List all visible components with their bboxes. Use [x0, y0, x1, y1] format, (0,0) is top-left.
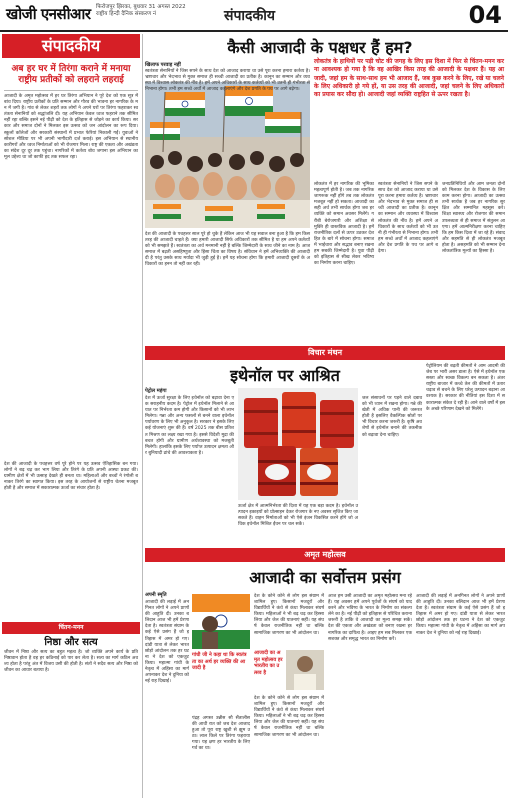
editorial-body-1: आजादी के अमृत महोत्सव में हर घर तिरंगा अभियान ने पूरे देश को एक सूत्र में बांध दिया। राष्ट्रीय प्रतीकों के प्रति सम्मान और गौरव की भावना हर नागरिक के मन में जगी है। गांव से लेकर शहरों तक लोगों ने अपने घरों पर तिरंगा फहराकर स्वतंत्रता सेनानियों को श्रद्धांजलि दी। यह अभियान केवल ध्वज फहराने तक सीमित नहीं रहा बल्कि इसने नई पीढ़ी को देश के इतिहास से जोड़ने का कार्य किया। सरकार और समाज दोनों ने मिलकर इस उत्सव को जन आंदोलन का रूप दिया। स्कूलों कॉलेजों और सरकारी संस्थानों में प्रभात फेरियां निकाली गईं। युवाओं ने सोशल मीडिया पर भी अपनी भागीदारी दर्ज कराई। इस अभियान से स्थानीय कारीगरों और ध्वज निर्माताओं को भी रोजगार मिला। राष्ट्र की एकता और अखंडता का संदेश दूर दूर तक पहुंचा। नागरिकों में कर्तव्य बोध जगाना इस अभियान का मूल उद्देश्य था जो काफी हद तक सफल रहा। — [4, 94, 138, 160]
page-number: 04 — [468, 1, 502, 29]
amrit-col-3: आज हम उसी आजादी का अमृत महोत्सव मना रहे हैं। यह अवसर हमें अपने पूर्वजों के संघर्ष को याद करने और भविष्य के भारत के निर्माण का संकल्प लेने का है। नई पीढ़ी को इतिहास से परिचित कराना जरूरी है ताकि वे आजादी का मूल्य समझ सकें। देश की एकता और अखंडता को बनाए रखना हर नागरिक का दायित्व है। आइए हम सब मिलकर एक सशक्त और समृद्ध भारत का निर्माण करें। — [328, 594, 412, 642]
editorial-label: संपादकीय — [2, 34, 140, 58]
main-col-1: देश की आजादी के पचहत्तर साल पूरे हो चुके हैं लेकिन आज भी यह सवाल बना हुआ है कि हम किस तरह की आजादी चाहते हैं। क्या हमारी आजादी सिर्फ अधिकारों तक सीमित है या हम अपने कर्तव्यों को भी समझते हैं। स्वतंत्रता का अर्थ मनमानी नहीं है बल्कि जिम्मेदारी के साथ जीने का नाम है। आज समाज में बढ़ती असहिष्णुता और हिंसा चिंता का विषय है। संविधान ने हमें अभिव्यक्ति की आजादी दी है परंतु उसके साथ मर्यादा भी जुड़ी हुई है। हमें यह सोचना होगा कि हमारी आजादी दूसरों के अधिकारों का हनन तो नहीं कर रही। — [145, 232, 311, 268]
ethanol-col-4: पेट्रोलियम की बढ़ती कीमतों ने आम आदमी की जेब पर भारी असर डाला है। ऐसे में इथेनॉल एक सस्ता और स्वच्छ विकल्प बन सकता है। अंतरराष्ट्रीय बाजार में कच्चे तेल की कीमतों में उतार चढ़ाव से बचने के लिए घरेलू उत्पादन बढ़ाना आवश्यक है। सरकार की नीतियां इस दिशा में सकारात्मक संकेत दे रही हैं। आने वाले वर्षों में इसके अच्छे परिणाम देखने को मिलेंगे। — [426, 364, 505, 412]
amrit-col-2b: देश के कोने कोने से लोग इस संग्राम में शामिल हुए। किसानों मजदूरों और विद्यार्थियों ने कंधे से कंधा मिलाकर संघर्ष किया। महिलाओं ने भी बढ़ चढ़ कर हिस्सा लिया और जेल की यातनाएं सहीं। यह संघर्ष केवल राजनीतिक नहीं था बल्कि सामाजिक जागरण का भी आंदोलन था। — [254, 696, 324, 738]
chintan-label: चिंतन-मनन — [2, 622, 140, 634]
section-title: संपादकीय — [224, 8, 275, 24]
main-col-1-head: खिलाफ परवाह नहीं — [145, 62, 181, 68]
crowd-flags-photo — [145, 82, 310, 228]
crowd-flags-image — [145, 82, 310, 228]
patriot-photo — [192, 594, 250, 649]
page-header — [0, 0, 508, 32]
masthead: खोजी एनसीआर — [6, 5, 91, 23]
dateline-line-2: राष्ट्रीय हिन्दी दैनिक संस्करण नं — [96, 11, 156, 17]
chintan-body: जीवन में निष्ठा और सत्य का बहुत महत्व है। जो व्यक्ति अपने कार्य के प्रति निष्ठावान होता है वह हर कठिनाई को पार कर लेता है। सत्य का मार्ग कठिन अवश्य होता है परंतु अंत में विजय उसी की होती है। संतों ने सदैव सत्य और निष्ठा को जीवन का आधार बताया है। — [4, 650, 138, 674]
main-col-1-intro: स्वतंत्रता सेनानियों ने जिस सपने के साथ देश को आजाद कराया था उसे पूरा करना हमारा कर्तव्य है। भ्रष्टाचार और भेदभाव से मुक्त समाज ही सच्ची आजादी का प्रतीक है। कानून का सम्मान और व्यवस्था में विश्वास लोकतंत्र की नींव है। हमें अपने अधिकारों के साथ कर्तव्यों को भी उतनी ही गंभीरता से निभाना होगा। तभी हम सच्चे अर्थों में आजाद कहलाएंगे और देश प्रगति के पथ पर आगे बढ़ेगा। — [145, 69, 310, 93]
amrit-mahotsav-label: अमृत महोत्सव — [145, 548, 505, 562]
ethanol-col-1: देश में ऊर्जा सुरक्षा के लिए इथेनॉल को बढ़ावा देना एक सराहनीय कदम है। पेट्रोल में इथेनॉल मिलाने से आयात पर निर्भरता कम होगी और किसानों को भी लाभ मिलेगा। गन्ना और अन्य फसलों से बनने वाला इथेनॉल पर्यावरण के लिए भी अनुकूल है। सरकार ने इसके लिए कई योजनाएं शुरू की हैं। वर्ष 2025 तक बीस प्रतिशत मिश्रण का लक्ष्य रखा गया है। इससे विदेशी मुद्रा की बचत होगी और ग्रामीण अर्थव्यवस्था को मजबूती मिलेगी। हालांकि इसके लिए पर्याप्त उत्पादन क्षमता और बुनियादी ढांचे की आवश्यकता है। — [145, 396, 234, 456]
editorial-headline: अब हर घर में तिरंगा कराने में मनाया राष्ट्रीय प्रतीकों को लहराने लहराई — [11, 64, 131, 85]
amrit-col-2: देश के कोने कोने से लोग इस संग्राम में शामिल हुए। किसानों मजदूरों और विद्यार्थियों ने कंधे से कंधा मिलाकर संघर्ष किया। महिलाओं ने भी बढ़ चढ़ कर हिस्सा लिया और जेल की यातनाएं सहीं। यह संघर्ष केवल राजनीतिक नहीं था बल्कि सामाजिक जागरण का भी आंदोलन था। — [254, 594, 324, 636]
ethanol-headline: इथेनॉल पर आश्रित — [230, 366, 340, 385]
amrit-col-1: आजादी की लड़ाई में अनगिनत लोगों ने अपने प्राणों की आहुति दी। उनका बलिदान आज भी हमें प्रेरणा देता है। स्वतंत्रता संग्राम के कई ऐसे प्रसंग हैं जो इतिहास में अमर हो गए। दांडी यात्रा से लेकर भारत छोड़ो आंदोलन तक हर घटना ने देश को एकजुट किया। महात्मा गांधी के नेतृत्व में अहिंसा का मार्ग अपनाकर देश ने दुनिया को नई राह दिखाई। — [145, 600, 189, 685]
main-col-4: जनप्रतिनिधियों और आम जनता दोनों को मिलकर देश के विकास के लिए काम करना होगा। आजादी का उत्सव तभी सार्थक है जब हर नागरिक सुरक्षित और सम्मानित महसूस करे। शिक्षा स्वास्थ्य और रोजगार की समान उपलब्धता से ही समाज में संतुलन आएगा। हमें आत्मनिरीक्षण करना चाहिए कि हम किस दिशा में जा रहे हैं। संवाद और सहमति से ही लोकतंत्र मजबूत होता है। असहमति को भी सम्मान देना लोकतांत्रिक मूल्यों का हिस्सा है। — [442, 182, 505, 255]
main-col-3: स्वतंत्रता सेनानियों ने जिस सपने के साथ देश को आजाद कराया था उसे पूरा करना हमारा कर्तव्य है। भ्रष्टाचार और भेदभाव से मुक्त समाज ही सच्ची आजादी का प्रतीक है। कानून का सम्मान और व्यवस्था में विश्वास लोकतंत्र की नींव है। हमें अपने अधिकारों के साथ कर्तव्यों को भी उतनी ही गंभीरता से निभाना होगा। तभी हम सच्चे अर्थों में आजाद कहलाएंगे और देश प्रगति के पथ पर आगे बढ़ेगा। — [378, 182, 439, 255]
ethanol-col-2: जल संसाधनों पर पड़ने वाले दबाव को भी ध्यान में रखना होगा। गन्ने की खेती में अधिक पानी की जरूरत होती है इसलिए वैकल्पिक स्रोतों पर भी विचार करना जरूरी है। कृषि अवशेषों से इथेनॉल बनाने की तकनीक को बढ़ावा देना चाहिए। — [362, 396, 422, 438]
main-pull-quote: लोकतंत्र के हाथियों पर पड़ी चोट की जगह के लिए इस दिशा में फिर से चिंतन-मनन करना आवश्यक हो गया है कि वह आखिर किस तरह की आजादी के पक्षधर हैं। यह आजादी, जहां हम के साथ-साथ हम भी आजाद हैं, जब कुछ करने के लिए, रखे या चलने के लिए अधिकारी हो गये हों, या उस तरह की आजादी, जहां चलने के लिए अधिकारों का प्रयास कर सौदा हो। आजादी जहां व्यक्ति राष्ट्रहित से ऊपर रखता है। — [314, 58, 504, 99]
amrit-quote-2: आजादी का अमृत महोत्सव हर भारतीय का उत्सव है — [254, 650, 283, 676]
portrait-photo — [286, 650, 324, 690]
ethanol-col-3: ऊर्जा क्षेत्र में आत्मनिर्भरता की दिशा में यह एक बड़ा कदम है। इथेनॉल उत्पादन इकाइयों को प्रोत्साहन देकर रोजगार के नए अवसर सृजित किए जा सकते हैं। वाहन निर्माताओं को भी ऐसे इंजन विकसित करने होंगे जो अधिक इथेनॉल मिश्रित ईंधन पर चल सकें। — [238, 504, 358, 528]
chintan-headline: निष्ठा और सत्य — [44, 637, 98, 648]
amrit-col-4: आजादी की लड़ाई में अनगिनत लोगों ने अपने प्राणों की आहुति दी। उनका बलिदान आज भी हमें प्रेरणा देता है। स्वतंत्रता संग्राम के कई ऐसे प्रसंग हैं जो इतिहास में अमर हो गए। दांडी यात्रा से लेकर भारत छोड़ो आंदोलन तक हर घटना ने देश को एकजुट किया। महात्मा गांधी के नेतृत्व में अहिंसा का मार्ग अपनाकर देश ने दुनिया को नई राह दिखाई। — [416, 594, 505, 636]
main-col-2: लोकतंत्र में हर नागरिक की भूमिका महत्वपूर्ण होती है। जब तक नागरिक जागरूक नहीं होंगे तब तक लोकतंत्र मजबूत नहीं हो सकता। आजादी का सही अर्थ तभी सार्थक होगा जब हर व्यक्ति को समान अवसर मिलेंगे। गरीबी बेरोजगारी और अशिक्षा से मुक्ति ही वास्तविक आजादी है। हमें राजनीतिक दलों से ऊपर उठकर देशहित के बारे में सोचना होगा। समाज में भाईचारा और सद्भाव बनाए रखना हम सबकी जिम्मेदारी है। युवा पीढ़ी को इतिहास से सीख लेकर भविष्य का निर्माण करना चाहिए। — [314, 182, 374, 267]
amrit-quote-1: गांधी जी ने कहा था कि स्वतंत्रता का अर्थ हर व्यक्ति की आजादी है — [192, 652, 247, 671]
divider — [4, 90, 138, 91]
amrit-headline: आजादी का सर्वोत्तम प्रसंग — [249, 568, 401, 587]
ethanol-subhead: पेट्रोल महंगा — [145, 388, 167, 394]
amrit-col-1b: पंद्रह अगस्त उन्नीस सौ सैंतालीस की आधी रात को जब देश आजाद हुआ तो पूरा राष्ट्र खुशी से झूम उठा। लाल किले पर तिरंगा फहराया गया। यह क्षण हर भारतीय के लिए गर्व का था। — [192, 716, 250, 752]
vichar-manthan-label: विचार मंथन — [145, 346, 505, 360]
dateline — [96, 4, 186, 18]
column-rule — [142, 34, 143, 798]
dateline-line-1: फिरोजपुर झिरका, बुधवार 31 अगस्त 2022 — [96, 4, 186, 10]
editorial-body-2: देश की आजादी के पचहत्तर वर्ष पूरे होने पर यह उत्सव ऐतिहासिक बन गया। लोगों ने बढ़ चढ़ कर भाग लिया और तिरंगे के प्रति अपनी आस्था प्रकट की। ग्रामीण क्षेत्रों में भी उत्साह देखते ही बनता था। महिलाओं और बच्चों ने रंगोली बनाकर तिरंगे का स्वागत किया। इस तरह के आयोजनों से राष्ट्रीय चेतना मजबूत होती है और समाज में सकारात्मक ऊर्जा का संचार होता है। — [4, 462, 138, 492]
amrit-subhead: अपनी स्मृति — [145, 592, 167, 598]
main-headline: कैसी आजादी के पक्षधर हैं हम? — [227, 38, 413, 57]
oil-barrels-photo — [238, 388, 358, 500]
oil-barrels-image — [238, 388, 358, 500]
patriot-image — [192, 594, 250, 649]
portrait-image — [286, 650, 324, 690]
